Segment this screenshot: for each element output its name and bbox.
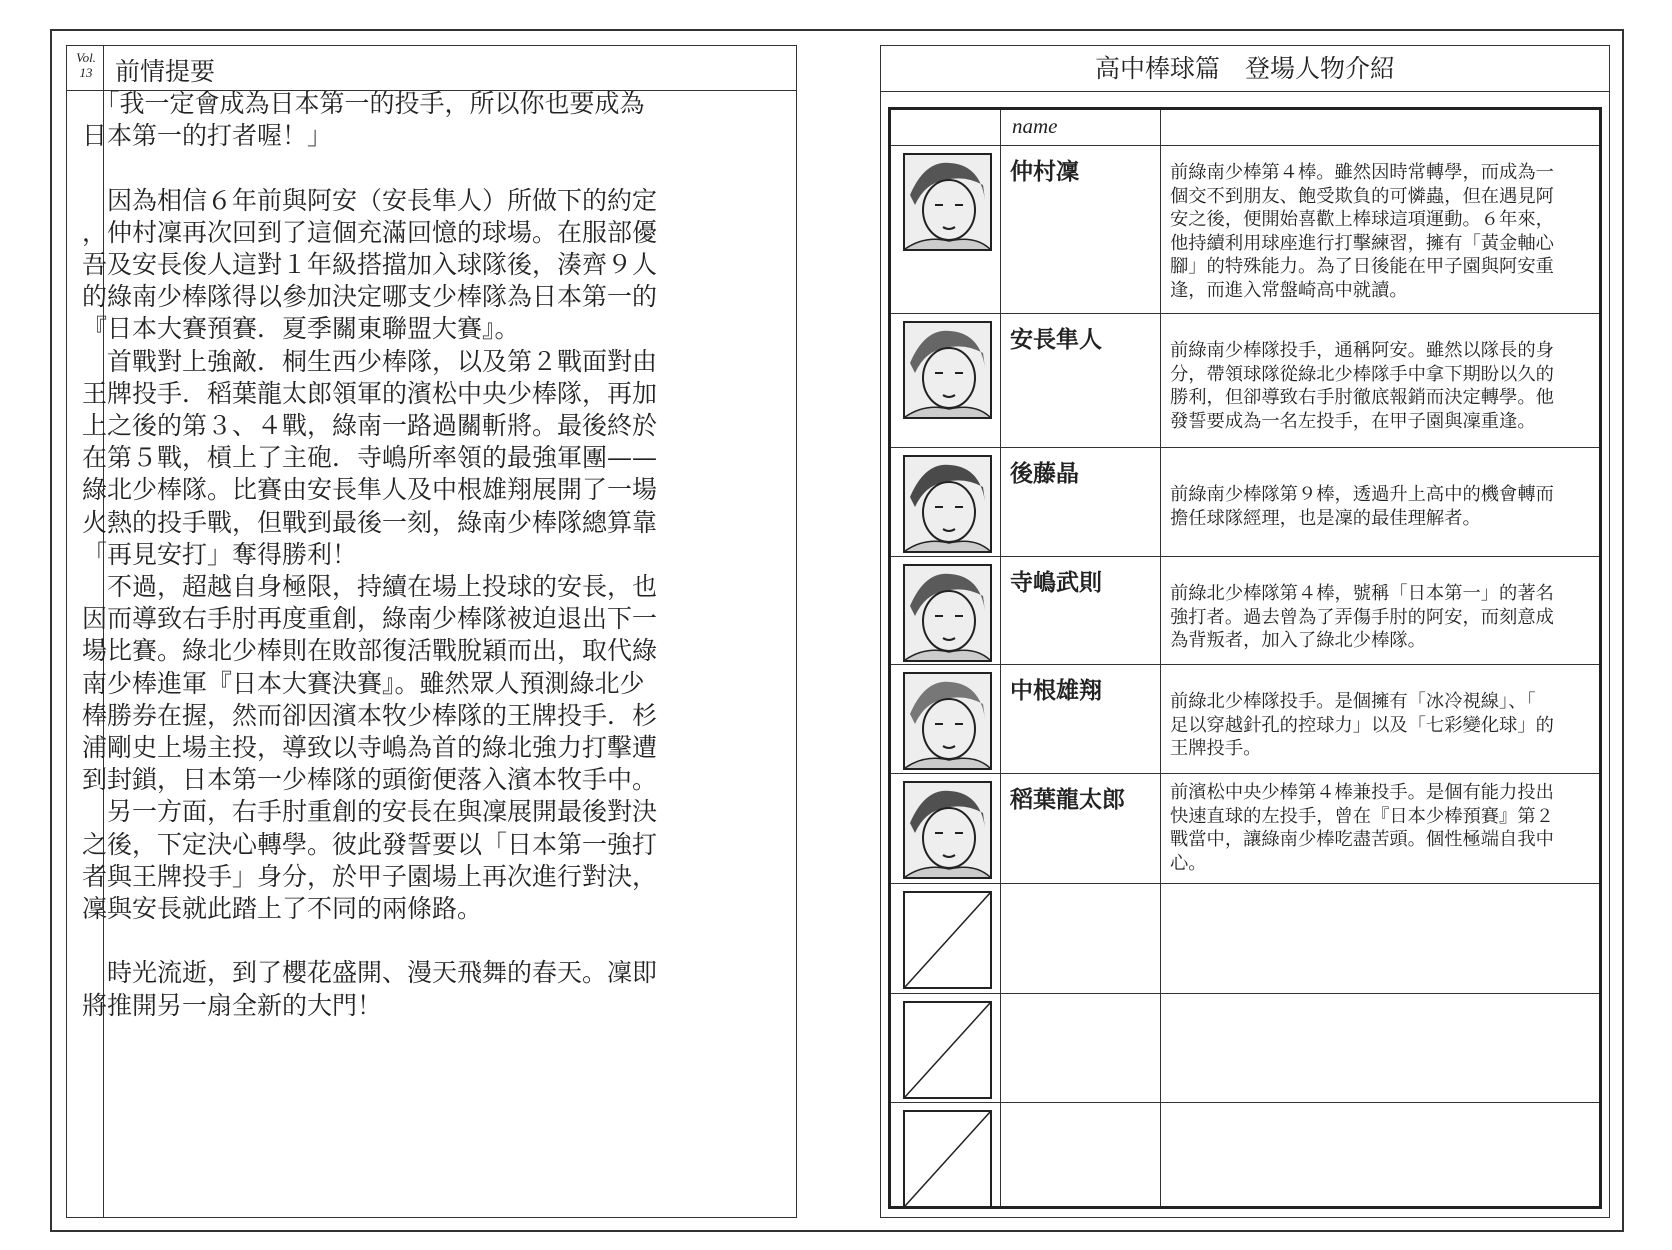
text-line: 吾及安長俊人這對１年級搭擋加入球隊後，湊齊９人 [82, 250, 658, 279]
table-row [891, 447, 1599, 557]
text-line: 時光流逝，到了櫻花盛開、漫天飛舞的春天。凜即 [82, 958, 658, 988]
description-cell [1160, 110, 1599, 145]
character-portrait [903, 564, 992, 662]
text-line: 因而導致右手肘再度重創，綠南少棒隊被迫退出下一 [82, 604, 658, 634]
diagonal-slash-icon [905, 893, 990, 987]
description-line: 前濱松中央少棒第４棒兼投手。是個有能力投出 [1170, 782, 1554, 803]
portrait-drawing-icon [905, 323, 990, 417]
description-cell [1160, 773, 1599, 883]
text-line: 在第５戰，槓上了主砲．寺嶋所率領的最強軍團—— [82, 443, 658, 473]
text-line: 凜與安長就此踏上了不同的兩條路。 [82, 894, 483, 924]
portrait-cell [891, 883, 1001, 993]
name-cell [1000, 773, 1161, 883]
character-name: 後藤晶 [1010, 461, 1079, 487]
description-cell [1160, 556, 1599, 664]
description-line: 逢，而進入常盤崎高中就讀。 [1170, 279, 1408, 301]
table-row [891, 993, 1599, 1103]
text-line: 到封鎖，日本第一少棒隊的頭銜便落入濱本牧手中。 [82, 765, 658, 795]
text-line: 日本第一的打者喔！」 [82, 121, 333, 151]
diagonal-slash-icon [905, 1112, 990, 1206]
text-line: 「再見安打」奪得勝利！ [82, 539, 358, 569]
text-line: 火熱的投手戰，但戰到最後一刻，綠南少棒隊總算靠 [82, 507, 658, 537]
portrait-drawing-icon [905, 566, 990, 660]
page-title: 高中棒球篇 登場人物介紹 [881, 46, 1609, 92]
portrait-cell [891, 313, 1001, 447]
text-line: 『日本大賽預賽．夏季關東聯盟大賽』。 [82, 314, 520, 344]
name-cell [1000, 664, 1161, 773]
text-line: 浦剛史上場主投，導致以寺嶋為首的綠北強力打擊遭 [82, 733, 658, 763]
portrait-drawing-icon [905, 783, 990, 877]
portrait-cell [891, 1102, 1001, 1206]
description-line: 強打者。過去曾為了弄傷手肘的阿安，而刻意成 [1170, 606, 1554, 628]
description-line: 戰當中，讓綠南少棒吃盡苦頭。個性極端自我中 [1170, 829, 1554, 850]
portrait-cell [891, 447, 1001, 556]
name-cell [1000, 313, 1161, 447]
portrait-cell [891, 773, 1001, 883]
description-line: 發誓要成為一名左投手，在甲子園與凜重逢。 [1170, 410, 1536, 432]
description-cell [1160, 145, 1599, 313]
description-line: 前綠南少棒第４棒。雖然因時常轉學，而成為一 [1170, 162, 1554, 183]
character-name: 稻葉龍太郎 [1010, 787, 1125, 813]
table-row [891, 773, 1599, 884]
name-cell [1000, 1102, 1161, 1206]
description-line: 腳」的特殊能力。為了日後能在甲子園與阿安重 [1170, 256, 1554, 277]
page-title: 前情提要 [115, 57, 216, 86]
character-description [1170, 690, 1591, 761]
character-name: 仲村凜 [1010, 159, 1079, 185]
portrait-cell [891, 993, 1001, 1102]
diagonal-slash-icon [905, 1003, 990, 1097]
summary-text [82, 88, 682, 1054]
table-row [891, 145, 1599, 314]
table-row [891, 1102, 1599, 1206]
portrait-cell [891, 556, 1001, 664]
text-line: 之後，下定決心轉學。彼此發誓要以「日本第一強打 [82, 829, 658, 859]
name-cell [1000, 556, 1161, 664]
empty-portrait-placeholder [903, 1110, 992, 1208]
character-table [888, 107, 1602, 1209]
portrait-drawing-icon [905, 155, 990, 249]
portrait-cell [891, 664, 1001, 773]
description-cell [1160, 993, 1599, 1102]
portrait-drawing-icon [905, 457, 990, 551]
text-line: 場比賽。綠北少棒則在敗部復活戰脫穎而出，取代綠 [82, 636, 658, 666]
text-line: 不過，超越自身極限，持續在場上投球的安長，也 [82, 572, 658, 602]
description-line: 個交不到朋友、飽受欺負的可憐蟲，但在遇見阿 [1170, 185, 1554, 207]
description-line: 足以穿越針孔的控球力」以及「七彩變化球」的 [1170, 714, 1554, 736]
character-portrait [903, 153, 992, 251]
character-name: 安長隼人 [1010, 327, 1102, 353]
text-line: 將推開另一扇全新的大門！ [82, 990, 383, 1020]
character-description [1170, 781, 1591, 875]
character-description [1170, 161, 1591, 302]
text-line: 因為相信６年前與阿安（安長隼人）所做下的約定 [82, 185, 658, 215]
description-line: 王牌投手。 [1170, 738, 1262, 759]
empty-portrait-placeholder [903, 1001, 992, 1099]
description-line: 心。 [1170, 852, 1207, 874]
character-portrait [903, 781, 992, 879]
summary-paragraph [82, 88, 682, 152]
character-description [1170, 339, 1591, 433]
character-name: 寺嶋武則 [1010, 570, 1102, 596]
portrait-cell [891, 145, 1001, 313]
text-line: 者與王牌投手」身分，於甲子園場上再次進行對決， [82, 861, 658, 891]
character-description [1170, 483, 1591, 530]
character-name: 中根雄翔 [1010, 678, 1102, 704]
table-row [891, 556, 1599, 665]
name-cell [1000, 883, 1161, 993]
table-row [891, 664, 1599, 774]
text-line: 綠北少棒隊。比賽由安長隼人及中根雄翔展開了一場 [82, 475, 658, 505]
vol-text: Vol. [76, 50, 96, 65]
description-line: 前綠北少棒隊投手。是個擁有「冰冷視線」、「 [1170, 691, 1536, 712]
name-cell [1000, 145, 1161, 313]
description-line: 前綠南少棒隊第９棒，透過升上高中的機會轉而 [1170, 484, 1554, 505]
description-cell [1160, 664, 1599, 773]
text-line: 另一方面，右手肘重創的安長在與凜展開最後對決 [82, 797, 658, 827]
text-line: ，仲村凜再次回到了這個充滿回憶的球場。在服部優 [82, 217, 658, 247]
character-description [1170, 582, 1591, 653]
summary-header [67, 46, 796, 91]
description-cell [1160, 1102, 1599, 1206]
empty-portrait-placeholder [903, 891, 992, 989]
text-line: 首戰對上強敵．桐生西少棒隊，以及第２戰面對由 [82, 346, 658, 376]
description-line: 分，帶領球隊從綠北少棒隊手中拿下期盼以久的 [1170, 363, 1554, 385]
summary-paragraph [82, 185, 682, 926]
description-line: 前綠北少棒隊第４棒，號稱「日本第一」的著名 [1170, 583, 1554, 604]
text-line: 王牌投手．稻葉龍太郎領軍的濱松中央少棒隊，再加 [82, 378, 658, 408]
summary-paragraph [82, 957, 682, 1021]
description-line: 安之後，便開始喜歡上棒球這項運動。６年來， [1170, 209, 1554, 230]
name-cell [1000, 993, 1161, 1102]
text-line: 「我一定會成為日本第一的投手，所以你也要成為 [82, 89, 645, 118]
text-line: 棒勝券在握，然而卻因濱本牧少棒隊的王牌投手．杉 [82, 700, 658, 730]
table-header-row [891, 110, 1599, 146]
character-portrait [903, 455, 992, 553]
description-cell [1160, 313, 1599, 447]
description-line: 快速直球的左投手，曾在『日本少棒預賽』第２ [1170, 805, 1554, 827]
description-line: 前綠南少棒隊投手，通稱阿安。雖然以隊長的身 [1170, 340, 1554, 361]
table-row [891, 313, 1599, 448]
description-cell [1160, 883, 1599, 993]
portrait-cell [891, 110, 1001, 145]
description-line: 擔任球隊經理，也是凜的最佳理解者。 [1170, 507, 1481, 529]
volume-label [71, 50, 101, 80]
text-line: 的綠南少棒隊得以參加決定哪支少棒隊為日本第一的 [82, 282, 658, 312]
description-line: 勝利，但卻導致右手肘徹底報銷而決定轉學。他 [1170, 387, 1554, 408]
character-portrait [903, 672, 992, 770]
name-column-header: name [1012, 114, 1058, 138]
name-cell [1000, 110, 1161, 145]
description-cell [1160, 447, 1599, 556]
text-line: 上之後的第３、４戰，綠南一路過關斬將。最後終於 [82, 411, 658, 441]
name-cell [1000, 447, 1161, 556]
character-portrait [903, 321, 992, 419]
text-line: 南少棒進軍『日本大賽決賽』。雖然眾人預測綠北少 [82, 668, 645, 698]
description-line: 為背叛者，加入了綠北少棒隊。 [1170, 630, 1426, 651]
vol-number: 13 [79, 65, 93, 80]
portrait-drawing-icon [905, 674, 990, 768]
table-row [891, 883, 1599, 994]
description-line: 他持續利用球座進行打擊練習，擁有「黃金軸心 [1170, 232, 1554, 254]
